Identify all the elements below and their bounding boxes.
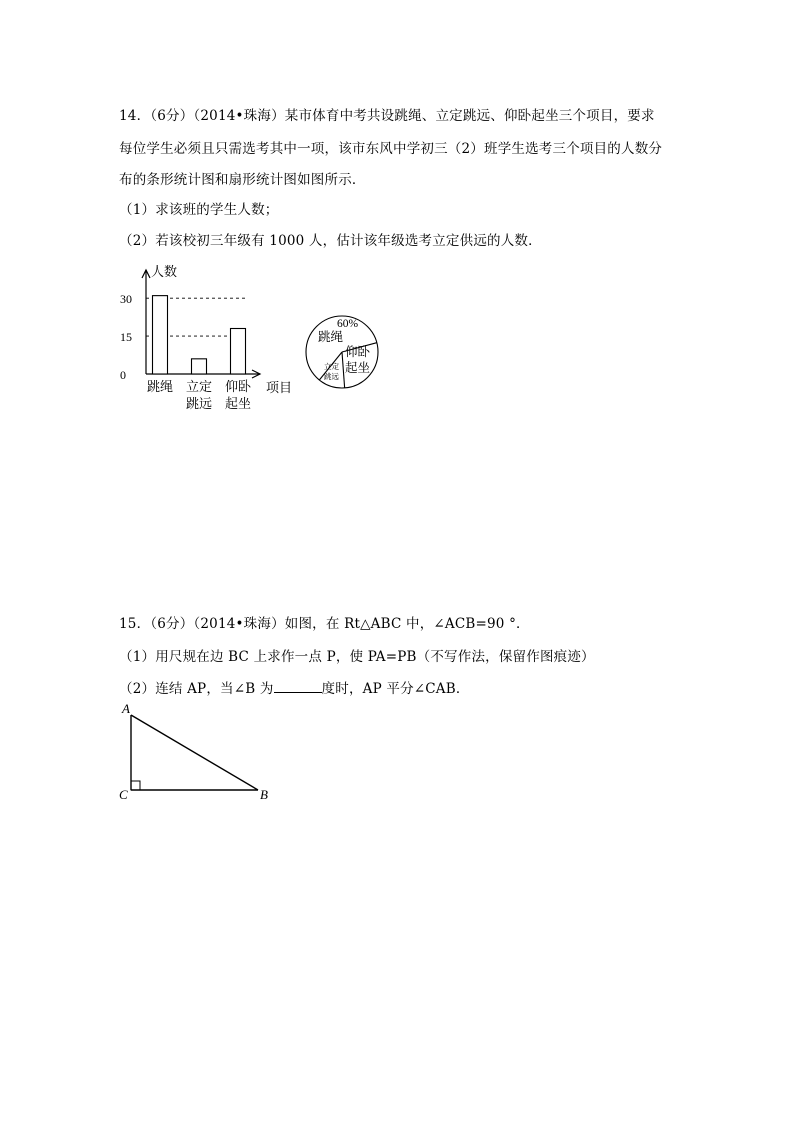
vertex-A-label: A bbox=[122, 701, 130, 716]
pie-slice-label-longjump-line2: 跳远 bbox=[324, 372, 339, 381]
bar-3 bbox=[231, 329, 246, 375]
category-label: 仰卧 bbox=[224, 380, 252, 395]
vertex-B-label: B bbox=[260, 787, 268, 802]
y-tick-label: 15 bbox=[120, 330, 132, 345]
q15-part2-prefix: （2）连结 AP，当∠B 为 bbox=[119, 681, 274, 697]
pie-slice-label-situp-line1: 仰卧 bbox=[345, 344, 371, 359]
bar-1 bbox=[153, 296, 168, 374]
category-label: 立定 bbox=[185, 380, 213, 395]
y-axis-label: 人数 bbox=[151, 265, 178, 280]
vertex-C-label: C bbox=[119, 787, 128, 802]
y-tick-label: 30 bbox=[120, 292, 132, 307]
category-label: 跳绳 bbox=[146, 380, 174, 395]
bar-chart bbox=[120, 264, 292, 412]
q14-charts bbox=[0, 0, 794, 430]
q14-stem-line3: 布的条形统计图和扇形统计图如图所示． bbox=[119, 172, 366, 188]
pie-slice-label-situp-line2: 起坐 bbox=[345, 360, 371, 375]
pie-slice-percent: 60% bbox=[337, 318, 359, 330]
q15-part2-suffix: 度时，AP 平分∠CAB． bbox=[321, 681, 470, 697]
q15-part1: （1）用尺规在边 BC 上求作一点 P，使 PA=PB（不写作法，保留作图痕迹） bbox=[119, 649, 595, 665]
q14-part2: （2）若该校初三年级有 1000 人，估计该年级选考立定供远的人数． bbox=[119, 233, 542, 249]
q15-stem: 15．（6分）（2014•珠海）如图，在 Rt△ABC 中，∠ACB=90 °． bbox=[119, 616, 530, 632]
q15-part2 bbox=[119, 677, 470, 697]
q14-stem-line2: 每位学生必须且只需选考其中一项，该市东风中学初三（2）班学生选考三个项目的人数分 bbox=[119, 141, 663, 157]
y-tick-label: 0 bbox=[120, 368, 126, 382]
q14-stem-line1: 14．（6分）（2014•珠海）某市体育中考共设跳绳、立定跳远、仰卧起坐三个项目，要求 bbox=[119, 108, 655, 124]
right-angle-mark bbox=[131, 781, 140, 790]
category-label: 跳远 bbox=[185, 397, 213, 412]
pie-chart bbox=[306, 316, 378, 388]
bar-2 bbox=[192, 359, 207, 374]
pie-slice-label-jump-rope: 跳绳 bbox=[318, 329, 344, 344]
side-AB bbox=[131, 715, 258, 790]
pie-slice-label-longjump-line1: 立定 bbox=[324, 362, 339, 371]
q14-part1: （1）求该班的学生人数； bbox=[119, 202, 279, 218]
x-axis-label: 项目 bbox=[266, 381, 293, 396]
answer-blank[interactable] bbox=[274, 680, 322, 693]
category-label: 起坐 bbox=[224, 397, 252, 412]
